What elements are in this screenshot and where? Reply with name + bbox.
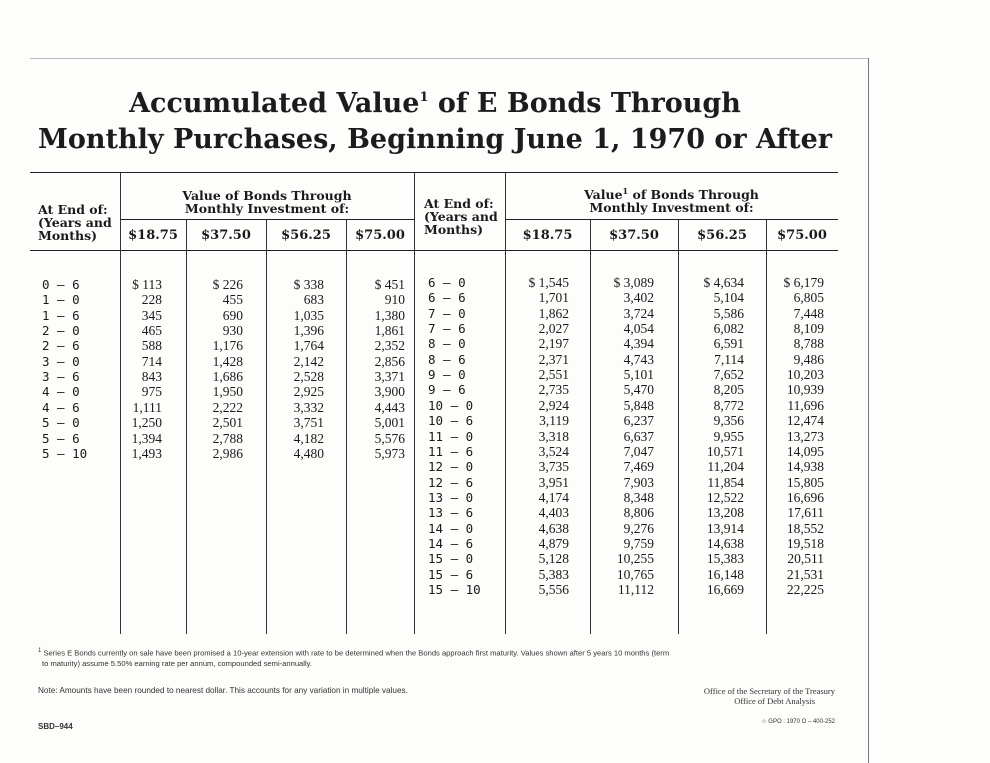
value-cell: 16,696 xyxy=(786,489,824,505)
value-cell: 1,701 xyxy=(538,290,569,306)
value-cell: 12,522 xyxy=(706,489,744,505)
value-cell: 1,396 xyxy=(293,323,324,339)
value-cell: 683 xyxy=(303,292,324,308)
period-label: 3 – 6 xyxy=(42,369,80,385)
value-cell: 5,383 xyxy=(538,566,569,582)
value-cell: 1,862 xyxy=(538,305,569,321)
value-cell: 455 xyxy=(222,292,243,308)
period-label: 13 – 0 xyxy=(428,489,474,505)
value-cell: 13,208 xyxy=(706,505,744,521)
page-title-line1: Accumulated Value$^1$ of E Bonds Through xyxy=(129,88,741,119)
value-cell: 1,380 xyxy=(374,307,405,323)
value-cell: 3,318 xyxy=(538,428,569,444)
value-cell: 1,950 xyxy=(212,384,243,400)
period-label: 12 – 6 xyxy=(428,474,474,490)
value-cell: 7,114 xyxy=(714,351,744,367)
value-cell: 4,443 xyxy=(374,399,405,415)
period-label: 14 – 0 xyxy=(428,520,474,536)
value-cell: 3,751 xyxy=(293,415,324,431)
value-cell: 2,142 xyxy=(293,353,324,369)
value-cell: 7,652 xyxy=(713,367,744,383)
value-cell: 228 xyxy=(141,292,162,308)
period-label: 4 – 6 xyxy=(42,399,80,415)
value-cell: 5,586 xyxy=(713,305,744,321)
value-cell: 5,470 xyxy=(623,382,654,398)
value-cell: 9,486 xyxy=(793,351,824,367)
value-cell: 3,735 xyxy=(538,459,569,475)
value-cell: 345 xyxy=(141,307,162,323)
header-mid-rule-right xyxy=(505,219,838,220)
col-divider xyxy=(186,219,187,634)
value-cell: 6,805 xyxy=(793,290,824,306)
value-cell: 2,925 xyxy=(293,384,324,400)
value-cell: 930 xyxy=(222,323,243,339)
period-label: 14 – 6 xyxy=(428,535,474,551)
value-cell: 6,591 xyxy=(713,336,744,352)
table-top-rule xyxy=(30,172,838,173)
value-cell: 13,273 xyxy=(786,428,824,444)
value-cell: 3,371 xyxy=(374,369,405,385)
value-cell: $ 338 xyxy=(293,277,324,292)
period-label: 4 – 0 xyxy=(42,384,80,400)
value-cell: 8,109 xyxy=(793,321,824,337)
value-cell: 4,182 xyxy=(293,430,324,446)
value-cell: 5,576 xyxy=(374,430,405,446)
period-label: 13 – 6 xyxy=(428,505,474,521)
value-cell: 2,371 xyxy=(538,351,569,367)
value-cell: 3,900 xyxy=(374,384,405,400)
page-title-line2: Monthly Purchases, Beginning June 1, 1970 or After xyxy=(38,124,832,155)
header-mid-rule-left xyxy=(120,219,414,220)
value-cell: 2,735 xyxy=(538,382,569,398)
form-number: SBD–944 xyxy=(38,722,73,731)
value-cell: 4,174 xyxy=(538,489,569,505)
period-label: 15 – 6 xyxy=(428,566,474,582)
value-cell: 8,348 xyxy=(623,489,654,505)
value-cell: 7,448 xyxy=(793,305,824,321)
value-cell: 18,552 xyxy=(786,520,824,536)
value-cell: 9,276 xyxy=(623,520,654,536)
right-col-header: $18.75 xyxy=(522,228,573,243)
left-col-header: $18.75 xyxy=(128,228,178,243)
left-col-header: $37.50 xyxy=(201,228,251,243)
value-cell: 17,611 xyxy=(787,505,824,521)
value-cell: 4,054 xyxy=(623,321,654,337)
value-cell: 14,638 xyxy=(706,535,744,551)
value-cell: 16,669 xyxy=(706,582,744,597)
period-label: 12 – 0 xyxy=(428,459,474,475)
header-bottom-rule xyxy=(30,250,838,251)
value-cell: 8,205 xyxy=(713,382,744,398)
value-cell: 10,571 xyxy=(706,443,744,459)
value-cell: 2,528 xyxy=(293,369,324,385)
right-col-header: $56.25 xyxy=(697,228,747,243)
value-cell: 21,531 xyxy=(786,566,824,582)
period-label: 5 – 6 xyxy=(42,430,80,446)
value-cell: 8,772 xyxy=(713,397,744,413)
value-cell: 11,696 xyxy=(787,397,824,413)
value-cell: $ 113 xyxy=(132,277,162,292)
period-label: 10 – 0 xyxy=(428,397,474,413)
value-cell: 2,027 xyxy=(538,321,569,337)
period-label: 15 – 10 xyxy=(428,582,481,597)
value-cell: 2,551 xyxy=(538,367,569,383)
value-cell: 3,951 xyxy=(538,474,569,490)
value-cell: 19,518 xyxy=(786,535,824,551)
period-label: 10 – 6 xyxy=(428,413,474,429)
value-cell: 2,986 xyxy=(212,445,243,461)
value-cell: 1,861 xyxy=(374,323,405,339)
period-label: 9 – 0 xyxy=(428,367,466,383)
value-cell: 4,743 xyxy=(623,351,654,367)
right-period-header: At End of: (Years and Months) xyxy=(424,196,498,237)
value-cell: 6,637 xyxy=(623,428,654,444)
value-cell: 5,128 xyxy=(538,551,569,567)
value-cell: $ 4,634 xyxy=(703,275,744,290)
left-col-header: $56.25 xyxy=(281,228,331,243)
value-cell: $ 1,545 xyxy=(528,275,569,290)
value-cell: 4,638 xyxy=(538,520,569,536)
period-label: 5 – 10 xyxy=(42,445,88,461)
left-group-header: Value of Bonds Through Monthly Investment of: xyxy=(182,188,352,216)
value-cell: 1,176 xyxy=(212,338,243,354)
value-cell: 5,001 xyxy=(374,415,405,431)
value-cell: 1,686 xyxy=(212,369,243,385)
col-divider xyxy=(266,219,267,634)
period-label: 2 – 0 xyxy=(42,323,80,339)
value-cell: 3,524 xyxy=(538,443,569,459)
value-cell: 6,237 xyxy=(623,413,654,429)
value-cell: 3,332 xyxy=(293,399,324,415)
col-divider xyxy=(678,219,679,634)
value-cell: 5,104 xyxy=(713,290,744,306)
right-col-header: $37.50 xyxy=(609,228,659,243)
value-cell: 11,854 xyxy=(707,474,744,490)
value-cell: 2,856 xyxy=(374,353,405,369)
value-cell: 2,197 xyxy=(538,336,569,352)
value-cell: 4,403 xyxy=(538,505,569,521)
period-label: 11 – 0 xyxy=(428,428,474,444)
value-cell: 1,764 xyxy=(293,338,324,354)
col-divider xyxy=(346,219,347,634)
rounding-note: Note: Amounts have been rounded to nearest dollar. This accounts for any variation in multiple values. xyxy=(38,686,408,695)
col-divider xyxy=(414,172,415,634)
value-cell: 6,082 xyxy=(713,321,744,337)
value-cell: 14,938 xyxy=(786,459,824,475)
value-cell: 16,148 xyxy=(706,566,744,582)
office-credit: Office of the Secretary of the Treasury Office of Debt Analysis xyxy=(703,686,835,706)
period-label: 11 – 6 xyxy=(428,443,474,459)
value-cell: 9,759 xyxy=(623,535,654,551)
period-label: 8 – 6 xyxy=(428,351,466,367)
value-cell: 22,225 xyxy=(786,582,824,597)
value-cell: 4,879 xyxy=(538,535,569,551)
value-cell: 5,556 xyxy=(538,582,569,597)
value-cell: 1,111 xyxy=(132,399,162,415)
value-cell: 5,101 xyxy=(623,367,654,383)
value-cell: 2,788 xyxy=(212,430,243,446)
period-label: 6 – 6 xyxy=(428,290,466,306)
value-cell: 588 xyxy=(141,338,162,354)
value-cell: 2,352 xyxy=(374,338,405,354)
value-cell: 15,805 xyxy=(786,474,824,490)
value-cell: 15,383 xyxy=(706,551,744,567)
left-col-header: $75.00 xyxy=(355,228,405,243)
value-cell: 7,903 xyxy=(623,474,654,490)
value-cell: 1,035 xyxy=(293,307,324,323)
value-cell: 910 xyxy=(384,292,405,308)
period-label: 5 – 0 xyxy=(42,415,80,431)
value-cell: 9,356 xyxy=(713,413,744,429)
value-cell: 690 xyxy=(222,307,243,323)
page-border-top xyxy=(30,58,869,59)
value-cell: 9,955 xyxy=(713,428,744,444)
right-group-header: Value$^1$ of Bonds Through Monthly Investment of: xyxy=(584,186,759,216)
value-cell: 20,511 xyxy=(787,551,824,567)
value-cell: 5,973 xyxy=(374,445,405,461)
period-label: 6 – 0 xyxy=(428,275,466,290)
gpo-line: ☆ GPO : 1970 O – 400-252 xyxy=(761,719,835,725)
value-cell: 12,474 xyxy=(786,413,824,429)
period-label: 8 – 0 xyxy=(428,336,466,352)
value-cell: 1,428 xyxy=(212,353,243,369)
period-label: 15 – 0 xyxy=(428,551,474,567)
col-divider xyxy=(590,219,591,634)
right-col-header: $75.00 xyxy=(777,228,827,243)
value-cell: 714 xyxy=(141,353,162,369)
value-cell: 2,501 xyxy=(212,415,243,431)
value-cell: $ 6,179 xyxy=(783,275,824,290)
value-cell: 10,255 xyxy=(616,551,654,567)
period-label: 9 – 6 xyxy=(428,382,466,398)
period-label: 1 – 6 xyxy=(42,307,80,323)
period-label: 0 – 6 xyxy=(42,277,80,292)
value-cell: 7,047 xyxy=(623,443,654,459)
period-label: 7 – 0 xyxy=(428,305,466,321)
value-cell: 11,112 xyxy=(617,582,654,597)
left-period-header: At End of: (Years and Months) xyxy=(38,202,112,243)
value-cell: 8,788 xyxy=(793,336,824,352)
value-cell: 8,806 xyxy=(623,505,654,521)
value-cell: 4,480 xyxy=(293,445,324,461)
value-cell: $ 226 xyxy=(212,277,243,292)
value-cell: 465 xyxy=(141,323,162,339)
value-cell: 843 xyxy=(141,369,162,385)
value-cell: 7,469 xyxy=(623,459,654,475)
period-label: 2 – 6 xyxy=(42,338,80,354)
value-cell: 13,914 xyxy=(706,520,744,536)
period-label: 7 – 6 xyxy=(428,321,466,337)
value-cell: 11,204 xyxy=(707,459,744,475)
value-cell: 3,724 xyxy=(623,305,654,321)
value-cell: 5,848 xyxy=(623,397,654,413)
value-cell: 2,924 xyxy=(538,397,569,413)
value-cell: 1,394 xyxy=(131,430,162,446)
period-label: 3 – 0 xyxy=(42,353,80,369)
value-cell: 10,765 xyxy=(616,566,654,582)
footnote: $^1$ Series E Bonds currently on sale have been promised a 10-year extension with rate to be determined when the Bonds approach first maturity. Values shown after 5 years 10 months (term to maturity) assume 5.50% earning rate per annum, compounded semi-annually. xyxy=(38,648,670,668)
value-cell: $ 451 xyxy=(374,277,405,292)
value-cell: 10,203 xyxy=(786,367,824,383)
period-label: 1 – 0 xyxy=(42,292,80,308)
value-cell: 4,394 xyxy=(623,336,654,352)
value-cell: $ 3,089 xyxy=(613,275,654,290)
value-cell: 1,250 xyxy=(131,415,162,431)
page-border-right xyxy=(868,58,869,763)
value-cell: 975 xyxy=(141,384,162,400)
value-cell: 3,119 xyxy=(539,413,569,429)
value-cell: 14,095 xyxy=(786,443,824,459)
value-cell: 10,939 xyxy=(786,382,824,398)
col-divider xyxy=(766,219,767,634)
value-cell: 3,402 xyxy=(623,290,654,306)
value-cell: 2,222 xyxy=(212,399,243,415)
value-cell: 1,493 xyxy=(131,445,162,461)
